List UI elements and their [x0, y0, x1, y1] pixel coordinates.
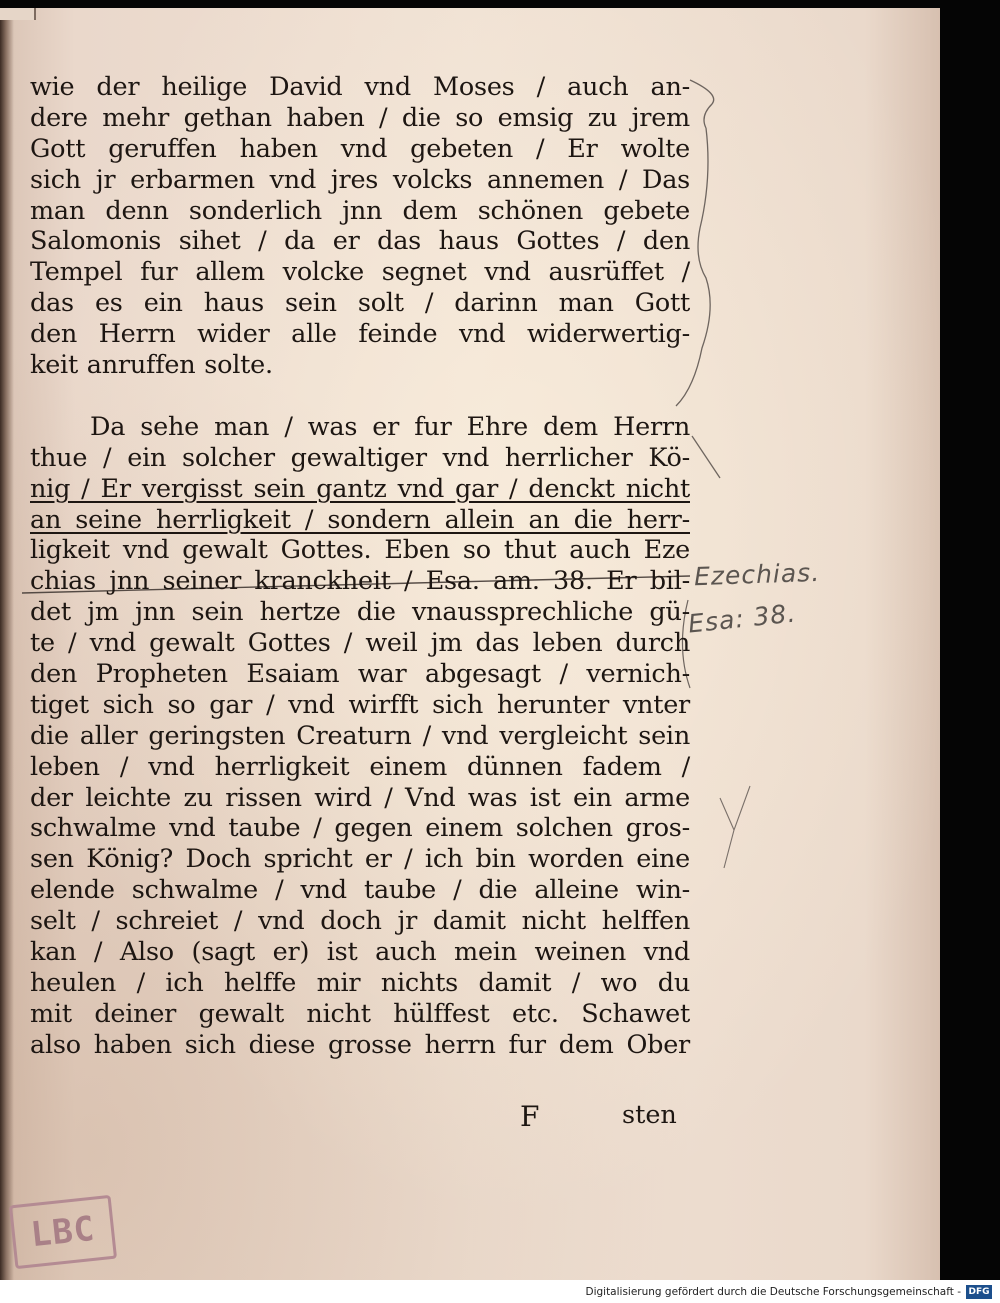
- margin-stroke-1: [692, 436, 720, 478]
- text-line: sich jr erbarmen vnd jres volcks annemen / Das: [30, 164, 690, 195]
- footer-bar: [0, 1280, 1000, 1303]
- page-gutter-shadow: [0, 8, 14, 1280]
- text-line: schwalme vnd taube / gegen einem solchen gros-: [30, 813, 690, 844]
- text-line: te / vnd gewalt Gottes / weil jm das leben durch: [30, 628, 690, 659]
- text-line: thue / ein solcher gewaltiger vnd herrlicher Kö-: [30, 442, 690, 473]
- signature-mark: F: [520, 1100, 540, 1133]
- text-line: tiget sich so gar / vnd wirfft sich herunter vnter: [30, 689, 690, 720]
- text-line: wie der heilige David vnd Moses / auch an-: [30, 72, 690, 102]
- text-line: mit deiner gewalt nicht hülffest etc. Schawet: [30, 998, 690, 1029]
- catchword: sten: [622, 1100, 677, 1130]
- text-line-underlined: nig / Er vergisst sein gantz vnd gar / denckt nicht: [30, 473, 690, 504]
- text-line: Gott geruffen haben vnd gebeten / Er wolte: [30, 133, 690, 164]
- previous-page-fragment: [0, 8, 36, 20]
- text-line: das es ein haus sein solt / darinn man Gott: [30, 288, 690, 319]
- text-line: elende schwalme / vnd taube / die alleine win-: [30, 875, 690, 906]
- text-line: dere mehr gethan haben / die so emsig zu jrem: [30, 102, 690, 133]
- marginal-note-ezechias: Ezechias.: [693, 557, 821, 592]
- library-stamp: [9, 1195, 117, 1269]
- text-line: Salomonis sihet / da er das haus Gottes / den: [30, 226, 690, 257]
- text-line: der leichte zu rissen wird / Vnd was ist ein arme: [30, 782, 690, 813]
- text-line: det jm jnn sein hertze die vnaussprechliche gü-: [30, 597, 690, 628]
- marginal-note-esa: Esa: 38.: [686, 598, 798, 639]
- text-line: Da sehe man / was er fur Ehre dem Herrn: [90, 411, 690, 442]
- margin-bracket-top: [690, 80, 714, 128]
- funding-credit: Digitalisierung gefördert durch die Deutsche Forschungsgemeinschaft -: [585, 1285, 961, 1298]
- text-line: ligkeit vnd gewalt Gottes. Eben so thut auch Eze: [30, 535, 690, 566]
- book-page: [0, 8, 940, 1280]
- paragraph-gap: [30, 381, 690, 412]
- text-line: selt / schreiet / vnd doch jr damit nicht helffen: [30, 906, 690, 937]
- page-text: [30, 72, 690, 1061]
- text-line: leben / vnd herrligkeit einem dünnen fadem /: [30, 751, 690, 782]
- dfg-logo-icon: DFG: [966, 1285, 992, 1299]
- text-line: chias jnn seiner kranckheit / Esa. am. 38. Er bil-: [30, 566, 690, 597]
- text-line: kan / Also (sagt er) ist auch mein weinen vnd: [30, 937, 690, 968]
- text-line: die aller geringsten Creaturn / vnd vergleicht sein: [30, 720, 690, 751]
- text-line: den Propheten Esaiam war abgesagt / vernich-: [30, 659, 690, 690]
- text-line: man denn sonderlich jnn dem schönen gebete: [30, 195, 690, 226]
- text-line: Tempel fur allem volcke segnet vnd ausrüffet /: [30, 257, 690, 288]
- text-line: also haben sich diese grosse herrn fur dem Ober: [30, 1029, 690, 1060]
- text-line: heulen / ich helffe mir nichts damit / wo du: [30, 967, 690, 998]
- text-line: den Herrn wider alle feinde vnd widerwertig-: [30, 319, 690, 350]
- text-line-underlined: an seine herrligkeit / sondern allein an die herr-: [30, 504, 690, 535]
- text-line: sen König? Doch spricht er / ich bin worden eine: [30, 844, 690, 875]
- stamp-text: LBC: [28, 1208, 98, 1256]
- margin-x-mark: [720, 786, 750, 868]
- text-line: keit anruffen solte.: [30, 350, 273, 381]
